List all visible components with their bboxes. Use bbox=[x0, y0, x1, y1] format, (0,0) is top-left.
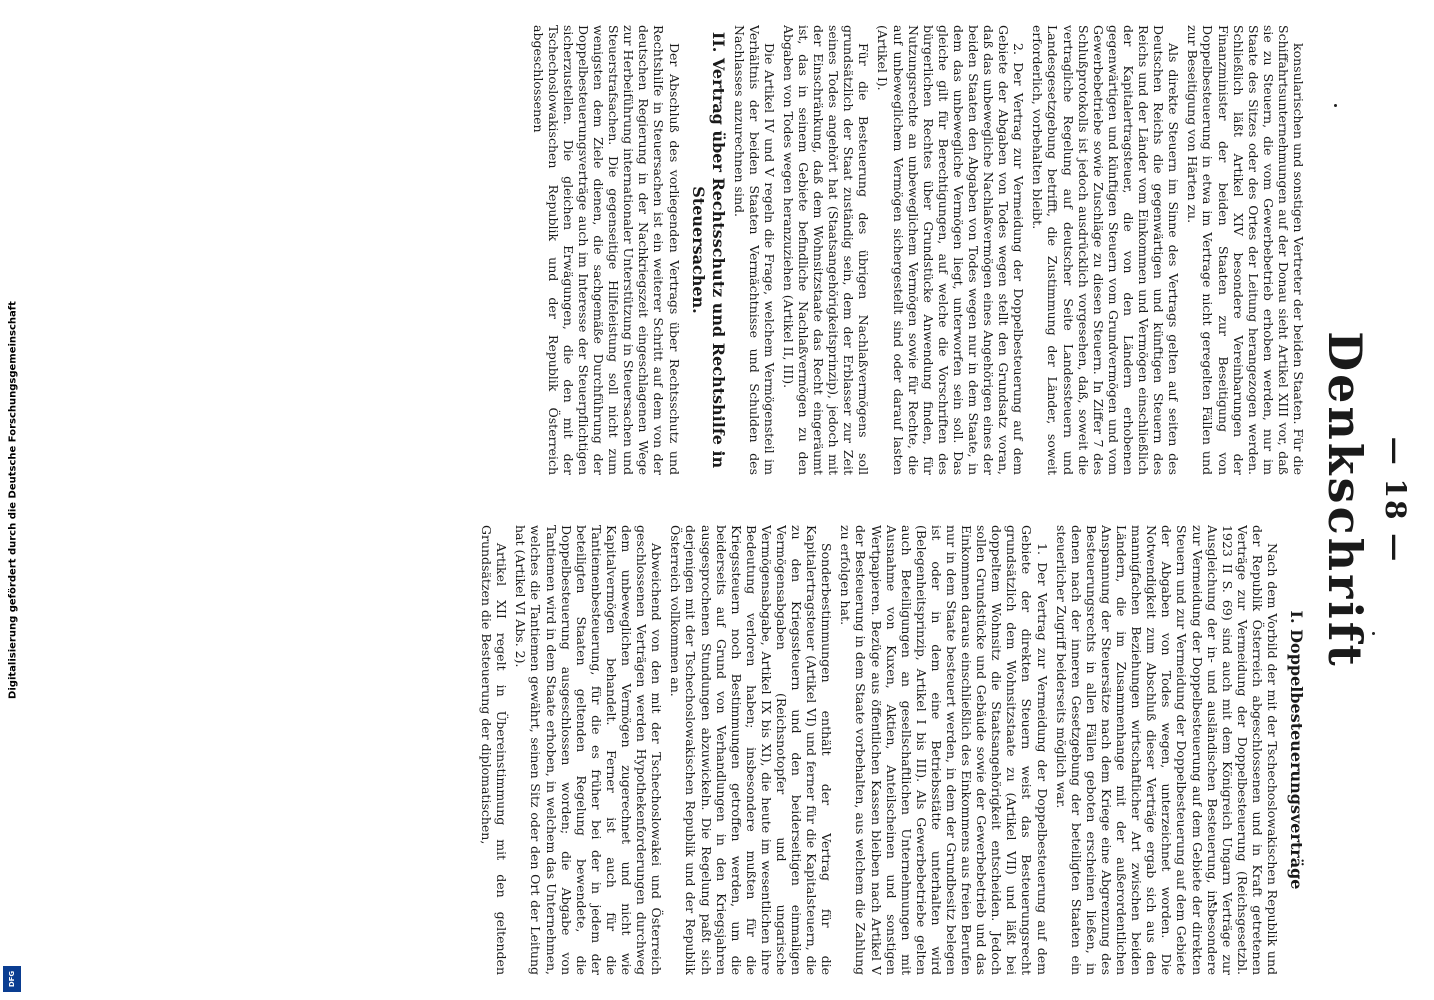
digitization-credit: Digitalisierung gefördert durch die Deutsche Forschungsgemeinschaft bbox=[7, 301, 19, 699]
dfg-logo-icon: DFG bbox=[3, 966, 21, 992]
section-heading: II. Vertrag über Rechtsschutz und Rechtshilfe in Steuersachen. bbox=[688, 31, 728, 469]
paragraph: Sonderbestimmungen enthält der Vertrag für die Kapitalertragsteuer (Artikel VI) und ferner für die Kapitalsteuern, die zu den Kriegssteuern und den beiderseitigen einmaligen Vermögensabgaben (Reichsnotopfer und ungarische Vermögensabgabe, Artikel IX bis XI), die heute im wesentlichen ihre Bedeutung verloren haben; insbesondere mußten für die Kriegssteuern noch Bestimmungen getroffen werden, um die beiderseits auf Grund von Verhandlungen in den Kriegsjahren ausgesprochenen Stundungen abzuwickeln. Die Regelung paßt sich derjenigen mit der Tschechoslowakischen Republik und der Republik Österreich vollkommen an. bbox=[668, 525, 835, 975]
paragraph: Die Artikel IV und V regeln die Frage, welchem Vermögensteil im Verhältnis der beiden Staaten Vermächtnisse und Schulden des Nachlasses anzurechnen sind. bbox=[731, 25, 777, 475]
paragraph: Nach dem Vorbild der mit der Tschechoslowakischen Republik und der Republik Österreich abgeschlossenen und in Kraft getretenen Verträge zur Vermeidung der Doppelbesteuerung (Reichsgesetzbl. 1923 II S. 69) sind auch mit dem Königreich Ungarn Verträge zur Ausgleichung der in- und ausländischen Besteuerung, insbesondere zur Vermeidung der Doppelbesteuerung auf dem Gebiete der direkten Steuern und zur Vermeidung der Doppelbesteuerung auf dem Gebiete der Abgaben von Todes wegen, unterzeichnet worden. Die Notwendigkeit zum Abschluß dieser Verträge ergab sich aus den mannigfachen Beziehungen wirtschaftlicher Art zwischen beiden Ländern, die im Zusammenhange mit der außerordentlichen Anspannung der Steuersätze nach dem Kriege eine Abgrenzung des Besteuerungsrechts in allen Fällen geboten erscheinen ließen, in denen nach der inneren Gesetzgebung der beteiligten Staaten ein steuerlicher Zugriff beiderseits möglich war. bbox=[1053, 525, 1280, 975]
paragraph: Der Abschluß des vorliegenden Vertrags über Rechtsschutz und Rechtshilfe in Steuersachen ist ein weiterer Schritt auf dem von der deutschen Regierung in der Nachkriegszeit eingeschlagenen Wege zur Herbeiführung internationaler Unterstützung in Steuersachen und Steuerstrafsachen. Die gegenseitige Hilfeleistung soll nicht zum wenigsten dem Ziele dienen, die sachgemäße Durchführung der Doppelbesteuerungsverträge auch im Interesse der Steuerpflichtigen sicherzustellen. Die gleichen Erwägungen, die den mit der Tschechoslowakischen Republik und der Republik Österreich abgeschlossenen bbox=[530, 25, 682, 475]
paragraph: Als direkte Steuern im Sinne des Vertrags gelten auf seiten des Deutschen Reichs die gegenwärtigen und künftigen Steuern des Reichs und der Länder vom Einkommen und Vermögen einschließlich der Kapitalertragsteuer, die von den Ländern erhobenen gegenwärtigen und künftigen Steuern vom Grundvermögen und vom Gewerbebetriebe sowie Zuschläge zu diesen Steuern. In Ziffer 7 des Schlußprotokolls ist jedoch ausdrücklich vorgesehen, daß, soweit die vertragliche Regelung auf deutscher Seite Landessteuern und Landesgesetzgebung betrifft, die Zustimmung der Länder, soweit erforderlich, vorbehalten bleibt. bbox=[1030, 25, 1182, 475]
text-column-right bbox=[6, 525, 1306, 975]
paragraph: Abweichend von den mit der Tschechoslowakei und Österreich geschlossenen Verträgen werden Hypothekenforderungen durchweg dem unbeweglichen Vermögen zugerechnet und nicht wie Kapitalvermögen behandelt. Ferner ist auch für die Tantiemenbesteuerung, für die es früher bei der in jedem der beteiligten Staaten geltenden Regelung bewendete, die Doppelbesteuerung ausgeschlossen worden; die Abgabe von Tantiemen wird in dem Staate erhoben, in welchem das Unternehmen, welches die Tantiemen gewährt, seinen Sitz oder den Ort der Leitung hat (Artikel VI Abs. 2). bbox=[513, 525, 665, 975]
paragraph: Für die Besteuerung des übrigen Nachlaßvermögens soll grundsätzlich der Staat zuständig sein, dem der Erblasser zur Zeit seines Todes angehört hat (Staatsangehörigkeitsprinzip), jedoch mit der Einschränkung, daß dem Wohnsitzstaate das Recht eingeräumt ist, das in seinem Gebiete befindliche Nachlaßvermögen zu den Abgaben von Todes wegen heranzuziehen (Artikel II, III). bbox=[780, 25, 872, 475]
paragraph: 2. Der Vertrag zur Vermeidung der Doppelbesteuerung auf dem Gebiete der Abgaben von Todes wegen stellt den Grundsatz voran, daß das unbewegliche Nachlaßvermögen eines Angehörigen eines der beiden Staaten den Abgaben von Todes wegen nur in dem Staate, in dem das unbewegliche Vermögen liegt, unterworfen sein soll. Das gleiche gilt für Berechtigungen, auf welche die Vorschriften des bürgerlichen Rechtes über Grundstücke Anwendung finden, für Nutzungsrechte an unbeweglichem Vermögen sowie für Rechte, die auf unbeweglichem Vermögen sichergestellt sind oder darauf lasten (Artikel I). bbox=[875, 25, 1027, 475]
page-title: Denkschrift bbox=[1318, 331, 1372, 669]
paragraph: konsularischen und sonstigen Vertreter der beiden Staaten. Für die Schiffahrtsunternehmungen auf der Donau sieht Artikel XIII vor, daß sie zu Steuern, die vom Gewerbebetrieb erhoben werden, nur im Staate des Sitzes oder des Ortes der Leitung herangezogen werden. Schließlich läßt Artikel XIV besondere Vereinbarungen der Finanzminister der beiden Staaten zur Beseitigung von Doppelbesteuerung in etwa im Vertrage nicht geregelten Fällen und zur Beseitigung von Härten zu. bbox=[1185, 25, 1306, 475]
text-column-left bbox=[6, 25, 1306, 475]
paragraph: Artikel XII regelt in Übereinstimmung mit den geltenden Grundsätzen die Besteuerung der diplomatischen, bbox=[479, 525, 510, 975]
page-number: — 18 — bbox=[1379, 436, 1412, 564]
paragraph: 1. Der Vertrag zur Vermeidung der Doppelbesteuerung auf dem Gebiete der direkten Steuern weist das Besteuerungsrecht grundsätzlich dem Wohnsitzstaate zu (Artikel VII) und läßt bei doppeltem Wohnsitz die Staatsangehörigkeit entscheiden. Jedoch sollen Grundstücke und Gebäude sowie der Gewerbebetrieb und das Einkommen daraus einschließlich des Einkommens aus freien Berufen nur in dem Staate besteuert werden, in dem der Grundbesitz belegen ist oder in dem eine Betriebsstätte unterhalten wird (Belegenheitsprinzip, Artikel I bis III). Als Gewerbebetriebe gelten auch Beteiligungen an gesellschaftlichen Unternehmungen mit Ausnahme von Kuxen, Aktien, Anteilscheinen und sonstigen Wertpapieren. Bezüge aus öffentlichen Kassen bleiben nach Artikel V der Besteuerung in dem Staate vorbehalten, aus welchem die Zahlung zu erfolgen hat. bbox=[838, 525, 1050, 975]
section-heading: I. Doppelbesteuerungsverträge bbox=[1287, 610, 1306, 890]
